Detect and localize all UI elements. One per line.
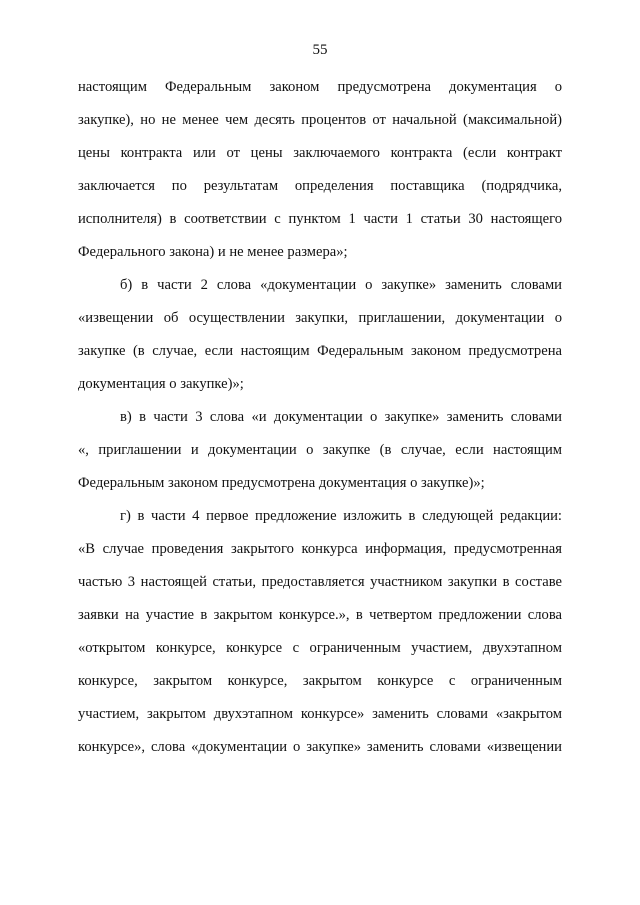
text-line: конкурсе», слова «документации о закупке» заменить словами «извещении [78, 739, 562, 755]
paragraph-v-line: в) в части 3 слова «и документации о закупке» заменить словами [120, 409, 562, 425]
text-line: «В случае проведения закрытого конкурса информация, предусмотренная [78, 541, 562, 557]
text-line: частью 3 настоящей статьи, предоставляется участником закупки в составе [78, 574, 562, 590]
text-line: «извещении об осуществлении закупки, приглашении, документации о [78, 310, 562, 326]
page-number: 55 [312, 42, 328, 58]
text-line: цены контракта или от цены заключаемого контракта (если контракт [78, 145, 562, 161]
text-line: «, приглашении и документации о закупке (в случае, если настоящим [78, 442, 562, 458]
text-line: настоящим Федеральным законом предусмотрена документация о [78, 79, 562, 95]
paragraph-g-line: г) в части 4 первое предложение изложить в следующей редакции: [120, 508, 562, 524]
paragraph-b-line: б) в части 2 слова «документации о закупке» заменить словами [120, 277, 562, 293]
document-body [78, 77, 562, 770]
text-line: конкурсе, закрытом конкурсе, закрытом конкурсе с ограниченным [78, 673, 562, 689]
text-line: заключается по результатам определения поставщика (подрядчика, [78, 178, 562, 194]
text-line: закупке), но не менее чем десять процентов от начальной (максимальной) [78, 112, 562, 128]
text-line: Федерального закона) и не менее размера»; [78, 244, 348, 260]
text-line: документация о закупке)»; [78, 376, 244, 392]
text-line: участием, закрытом двухэтапном конкурсе» заменить словами «закрытом [78, 706, 562, 722]
text-line: закупке (в случае, если настоящим Федеральным законом предусмотрена [78, 343, 562, 359]
text-line: исполнителя) в соответствии с пунктом 1 части 1 статьи 30 настоящего [78, 211, 562, 227]
text-line: Федеральным законом предусмотрена документация о закупке)»; [78, 475, 485, 491]
text-line: заявки на участие в закрытом конкурсе.», в четвертом предложении слова [78, 607, 562, 623]
text-line: «открытом конкурсе, конкурсе с ограниченным участием, двухэтапном [78, 640, 562, 656]
